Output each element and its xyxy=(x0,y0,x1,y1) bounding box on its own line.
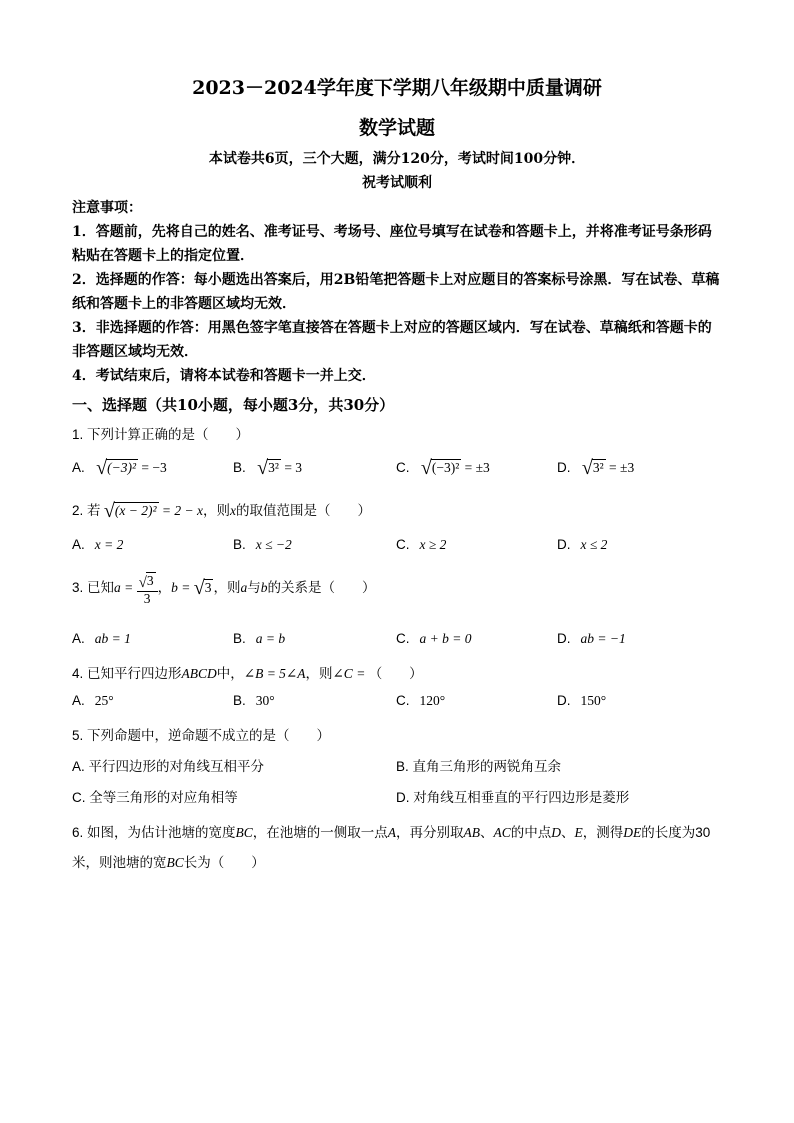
q1-option-c xyxy=(396,457,490,479)
section-heading: 一、选择题（共10小题，每小题3分，共30分） xyxy=(72,396,395,414)
option-expr: x ≤ 2 xyxy=(580,537,608,552)
q5-option-a: A. 平行四边形的对角线互相平分 xyxy=(72,759,265,774)
exam-intro: 本试卷共6页，三个大题，满分120分，考试时间100分钟． xyxy=(208,151,586,167)
option-label: C. xyxy=(396,460,410,475)
radicand: (x − 2)² xyxy=(114,503,157,518)
radical-icon: √ xyxy=(138,575,147,591)
q2-option-b: B. x ≤ −2 xyxy=(233,537,292,552)
option-label: D. xyxy=(557,460,571,475)
q4-option-c: C. 120° xyxy=(396,693,446,708)
radicand: (−3)² xyxy=(107,460,137,475)
q5-option-d: D. 对角线互相垂直的平行四边形是菱形 xyxy=(396,790,630,805)
radical-icon: √ xyxy=(581,457,593,479)
option-expr: ab = 1 xyxy=(94,631,131,646)
radicand: 3² xyxy=(268,460,279,475)
q3-option-d: D. ab = −1 xyxy=(557,631,626,646)
option-label: A. xyxy=(72,460,85,475)
q5-option-c: C. 全等三角形的对应角相等 xyxy=(72,790,238,805)
radical-icon: √ xyxy=(420,457,432,479)
question-4-stem: 4. 已知平行四边形ABCD中，∠B = 5∠A，则∠C = （ ） xyxy=(72,666,423,681)
q1-option-d xyxy=(557,457,635,479)
option-expr: x ≥ 2 xyxy=(419,537,447,552)
note-item: 2．选择题的作答：每小题选出答案后，用2B铅笔把答题卡上对应题目的答案标号涂黑．写在试卷、草稿纸和答题卡上的非答题区域均无效． xyxy=(72,272,720,312)
notes-block xyxy=(72,196,722,388)
q3-option-a: A. ab = 1 xyxy=(72,631,131,646)
q3-option-b: B. a = b xyxy=(233,631,286,646)
radical-icon: √ xyxy=(257,457,269,479)
option-expr: 150° xyxy=(580,693,607,708)
note-item: 4．考试结束后，请将本试卷和答题卡一并上交． xyxy=(72,368,376,384)
radical-icon: √ xyxy=(103,500,115,522)
q4-option-a: A. 25° xyxy=(72,693,114,708)
option-label: B. xyxy=(233,460,246,475)
q4-option-d: D. 150° xyxy=(557,693,607,708)
option-expr: = ±3 xyxy=(461,460,490,475)
option-expr: 30° xyxy=(255,693,275,708)
option-expr: x = 2 xyxy=(94,537,124,552)
option-expr: = 3 xyxy=(280,460,303,475)
exam-wish: 祝考试顺利 xyxy=(362,175,432,191)
exam-title: 2023－2024学年度下学期八年级期中质量调研 xyxy=(192,77,602,99)
option-expr: = −3 xyxy=(138,460,167,475)
question-3-stem: 3. 已知a = $\frac{√3}{3}$ ，b = √3 ，则a与b的关系是（ ） xyxy=(72,573,376,606)
fraction: $\frac{√3}{3}$ xyxy=(137,572,158,606)
exam-subtitle: 数学试题 xyxy=(358,117,435,139)
radical-icon: √ xyxy=(193,577,205,600)
question-1-stem: 1. 下列计算正确的是（ ） xyxy=(72,427,250,442)
q3-option-c: C. a + b = 0 xyxy=(396,631,472,646)
q1-option-a xyxy=(72,457,167,479)
q5-option-b: B. 直角三角形的两锐角互余 xyxy=(396,759,562,774)
q4-option-b: B. 30° xyxy=(233,693,275,708)
note-item: 3．非选择题的作答：用黑色签字笔直接答在答题卡上对应的答题区域内．写在试卷、草稿纸和答题卡的非答题区域均无效． xyxy=(72,320,712,360)
q2-option-c: C. x ≥ 2 xyxy=(396,537,447,552)
option-expr: 25° xyxy=(94,693,114,708)
q2-option-d: D. x ≤ 2 xyxy=(557,537,608,552)
question-5-stem: 5. 下列命题中，逆命题不成立的是（ ） xyxy=(72,728,331,743)
option-expr: a = b xyxy=(255,631,286,646)
radicand: 3² xyxy=(592,460,604,475)
option-expr: a + b = 0 xyxy=(419,631,472,646)
option-expr: 120° xyxy=(419,693,446,708)
question-2-stem: 2. 若 √(x − 2)² = 2 − x，则x的取值范围是（ ） xyxy=(72,500,371,522)
q2-option-a: A. x = 2 xyxy=(72,537,124,552)
question-6-stem: 6. 如图，为估计池塘的宽度BC，在池塘的一侧取一点A，再分别取AB、AC的中点D、E，测得DE的长度为30米，则池塘的宽BC长为（ ） xyxy=(72,825,711,870)
notes-heading: 注意事项： xyxy=(72,200,142,216)
q1-option-b xyxy=(233,457,303,479)
option-expr: x ≤ −2 xyxy=(255,537,292,552)
radicand: (−3)² xyxy=(431,460,460,475)
radical-icon: √ xyxy=(96,457,108,479)
note-item: 1．答题前，先将自己的姓名、准考证号、考场号、座位号填写在试卷和答题卡上，并将准考证号条形码粘贴在答题卡上的指定位置． xyxy=(72,224,712,264)
option-expr: = ±3 xyxy=(605,460,635,475)
option-expr: ab = −1 xyxy=(580,631,626,646)
